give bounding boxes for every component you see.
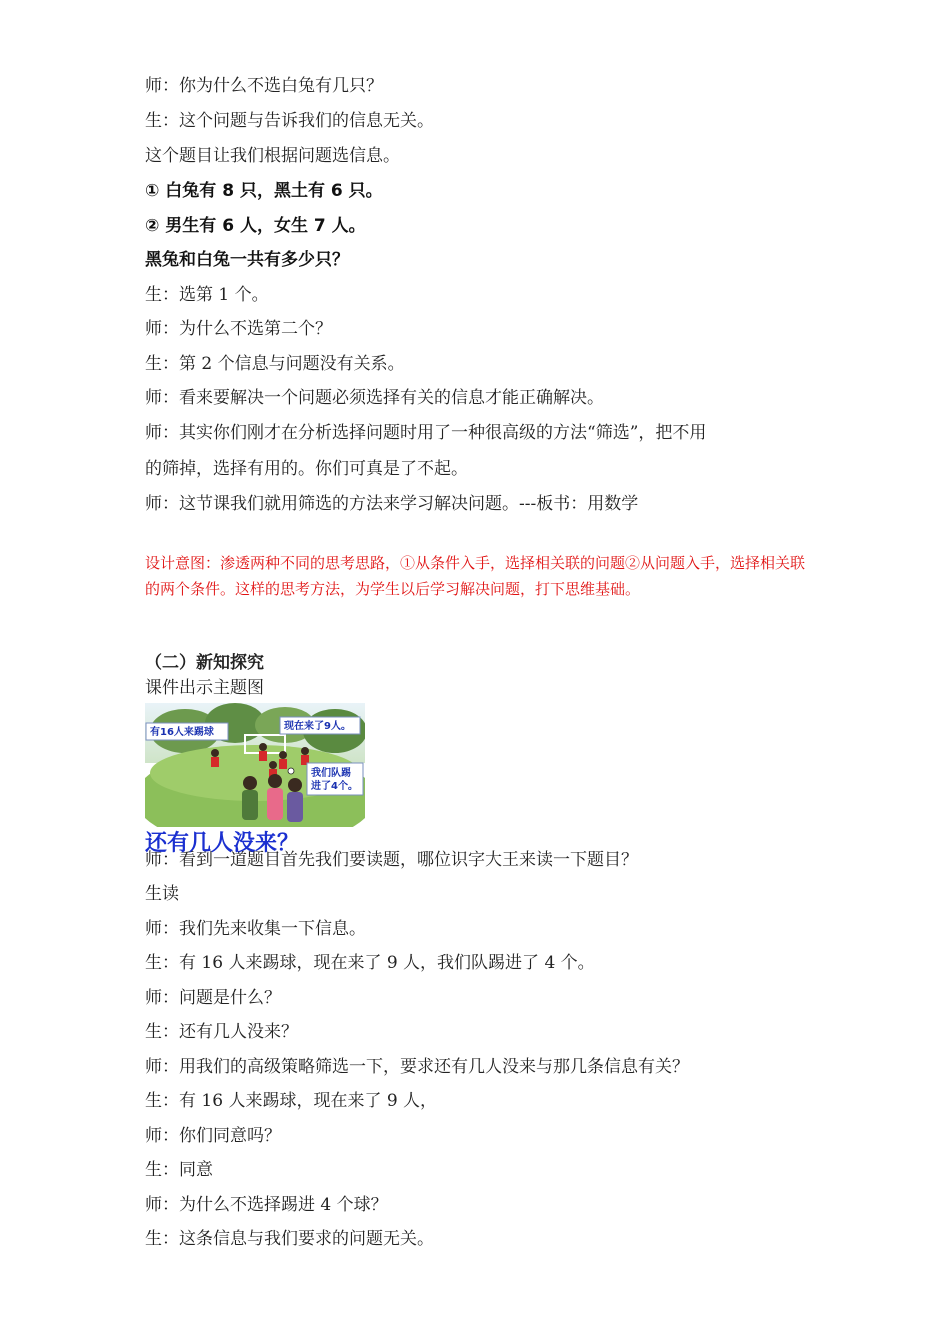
dialogue-line: 生：选第 1 个。 — [145, 285, 269, 305]
dialogue-line: 生：同意 — [145, 1160, 213, 1180]
dialogue-line: 生：第 2 个信息与问题没有关系。 — [145, 354, 405, 374]
dialogue-line: 生：有 16 人来踢球，现在来了 9 人， — [145, 1091, 438, 1111]
dialogue-line: 这个题目让我们根据问题选信息。 — [145, 146, 400, 166]
section-heading: （二）新知探究 — [145, 653, 264, 673]
dialogue-line: 师：看到一道题目首先我们要读题，哪位识字大王来读一下题目？ — [145, 850, 638, 870]
bubble-16-players: 有16人来踢球 — [150, 727, 214, 738]
dialogue-line: 师：你为什么不选白兔有几只？ — [145, 76, 383, 96]
dialogue-line: 生：这个问题与告诉我们的信息无关。 — [145, 111, 434, 131]
dialogue-line: 生读 — [145, 884, 179, 904]
bubble-goals-line2: 进了4个。 — [311, 781, 358, 792]
dialogue-line: 师：看来要解决一个问题必须选择有关的信息才能正确解决。 — [145, 388, 604, 408]
bubble-goals-line1: 我们队踢 — [311, 768, 351, 779]
condition-item: ① 白兔有 8 只，黑土有 6 只。 — [145, 181, 383, 201]
condition-item: ② 男生有 6 人，女生 7 人。 — [145, 216, 366, 236]
dialogue-line: 师：你们同意吗？ — [145, 1126, 281, 1146]
dialogue-line: 师：我们先来收集一下信息。 — [145, 919, 366, 939]
dialogue-line: 师：问题是什么？ — [145, 988, 281, 1008]
courseware-line: 课件出示主题图 — [145, 678, 264, 698]
dialogue-line: 生：还有几人没来？ — [145, 1022, 298, 1042]
dialogue-line: 师：为什么不选第二个？ — [145, 319, 332, 339]
dialogue-line: 生：这条信息与我们要求的问题无关。 — [145, 1229, 434, 1249]
figure-question: 还有几人没来？ — [145, 831, 300, 856]
theme-illustration — [145, 703, 365, 827]
dialogue-line: 生：有 16 人来踢球，现在来了 9 人，我们队踢进了 4 个。 — [145, 953, 595, 973]
dialogue-line: 师：这节课我们就用筛选的方法来学习解决问题。---板书：用数学 — [145, 494, 639, 514]
dialogue-line: 师：为什么不选择踢进 4 个球？ — [145, 1195, 388, 1215]
question-item: 黑兔和白兔一共有多少只？ — [145, 250, 349, 270]
dialogue-line: 师：其实你们刚才在分析选择问题时用了一种很高级的方法“筛选”，把不用 — [145, 423, 707, 443]
dialogue-line: 师：用我们的高级策略筛选一下，要求还有几人没来与那几条信息有关？ — [145, 1057, 689, 1077]
dialogue-line: 的筛掉，选择有用的。你们可真是了不起。 — [145, 459, 468, 479]
bubble-9-arrived: 现在来了9人。 — [284, 721, 351, 732]
design-intent: 设计意图：渗透两种不同的思考思路，①从条件入手，选择相关联的问题②从问题入手，选择相关联的两个条件。这样的思考方法，为学生以后学习解决问题，打下思维基础。 — [145, 554, 806, 598]
